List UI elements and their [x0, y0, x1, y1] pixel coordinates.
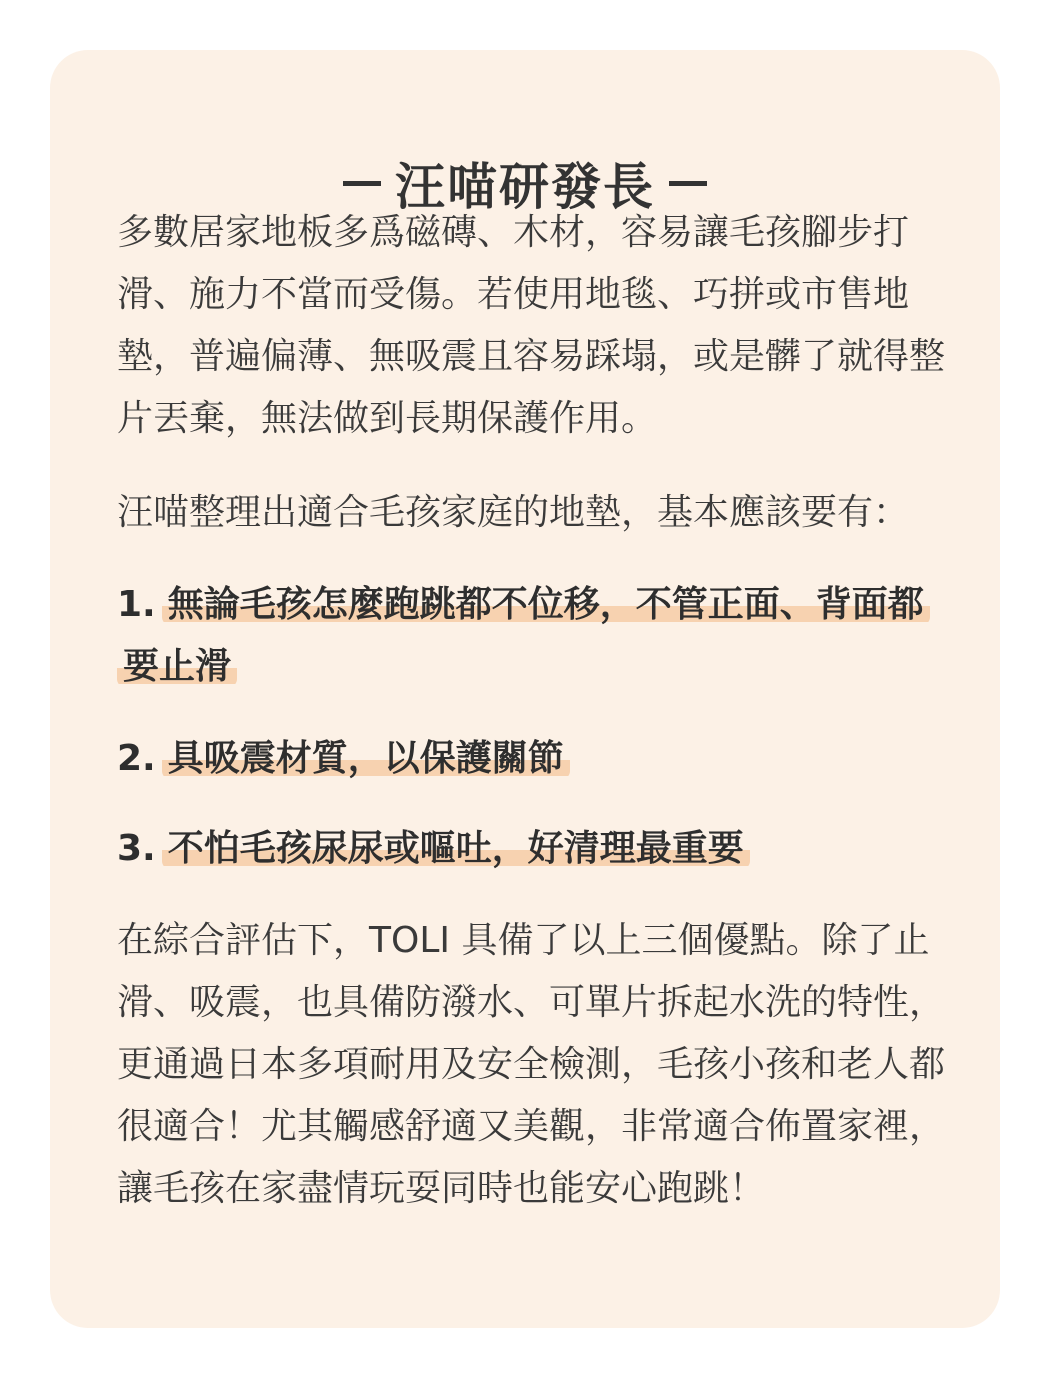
point-3-text: 不怕毛孩尿尿或嘔吐，好清理最重要: [162, 828, 750, 869]
point-2: [117, 728, 957, 790]
intro-paragraph: 多數居家地板多爲磁磚、木材，容易讓毛孩腳步打滑、施力不當而受傷。若使用地毯、巧拼或市售地墊，普遍偏薄、無吸震且容易踩塌，或是髒了就得整片丟棄，無法做到長期保護作用。: [117, 212, 946, 439]
conclusion-paragraph: 在綜合評估下，TOLI 具備了以上三個優點。除了止滑、吸震，也具備防潑水、可單片拆起水洗的特性，更通過日本多項耐用及安全檢測，毛孩小孩和老人都很適合！尤其觸感舒適又美觀，非常適合佈置家裡，讓毛孩在家盡情玩耍同時也能安心跑跳！: [117, 920, 946, 1209]
title-right-dash: [669, 181, 707, 186]
title-left-dash: [343, 181, 381, 186]
article-card: [50, 50, 1000, 1328]
point-1-text: 無論毛孩怎麼跑跳都不位移，不管正面、背面都要止滑: [117, 584, 930, 687]
point-2-text: 具吸震材質，以保護關節: [162, 738, 570, 779]
point-3-number: 3.: [117, 828, 156, 869]
card-title-text: 汪喵研發長: [395, 158, 655, 216]
point-2-number: 2.: [117, 738, 156, 779]
point-3: [117, 818, 957, 880]
point-1: [117, 574, 957, 698]
point-1-number: 1.: [117, 584, 156, 625]
lead-paragraph: 汪喵整理出適合毛孩家庭的地墊，基本應該要有：: [117, 492, 910, 533]
